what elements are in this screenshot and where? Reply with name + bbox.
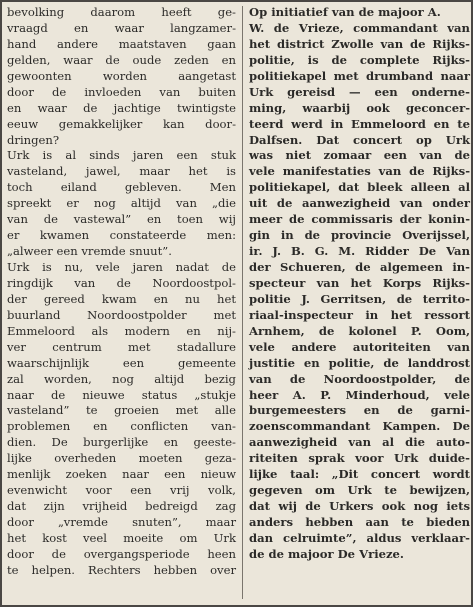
right-column-line: W. de Vrieze, commandant van: [249, 20, 470, 35]
left-column-line: dien. De burgerlijke en geeste-: [7, 435, 236, 450]
left-column-line: te helpen. Rechters hebben over: [7, 562, 237, 577]
right-column-line: Dalfsen. Dat concert op Urk: [249, 132, 471, 147]
right-column-line: van de Noordoostpolder, de: [249, 371, 470, 386]
left-column-line: hand andere maatstaven gaan: [7, 36, 237, 51]
left-column-line: toch eiland gebleven. Men: [7, 180, 236, 195]
right-column-line: politie J. Gerritsen, de territo-: [249, 291, 470, 306]
left-column-line: Urk is nu, vele jaren nadat de: [7, 260, 236, 274]
right-column-line: ir. J. B. G. M. Ridder De Van: [249, 244, 470, 259]
right-column-line: riteiten sprak voor Urk duide-: [249, 451, 470, 466]
left-column-line: problemen en conflicten van-: [7, 419, 236, 434]
right-column-line: der Schueren, de algemeen in-: [249, 260, 470, 274]
right-column-line: riaal-inspecteur in het ressort: [249, 307, 470, 322]
left-column-line: spreekt er nog altijd van „die: [7, 196, 236, 211]
left-column-line: door de overgangsperiode heen: [7, 546, 236, 561]
right-column-line: teerd werd in Emmeloord en te: [249, 116, 470, 131]
left-column-line: ver centrum met stadallure: [7, 339, 236, 354]
right-column-line: heer A. P. Minderhoud, vele: [249, 387, 470, 402]
left-column: [7, 5, 236, 579]
left-column-line: en waar de jachtige twintigste: [7, 100, 236, 115]
right-column-line: dan celruimte”, aldus verklaar-: [249, 530, 470, 545]
right-column-line: de de majoor De Vrieze.: [249, 546, 404, 561]
right-column-line: justitie en politie, de landdrost: [249, 355, 470, 370]
right-column-line: Op initiatief van de majoor A.: [249, 5, 441, 19]
left-column-line: Urk is al sinds jaren een stuk: [7, 148, 237, 163]
left-column-line: Emmeloord als modern en nij-: [7, 323, 236, 338]
left-column-line: het kost veel moeite om Urk: [7, 530, 236, 545]
right-column-line: het district Zwolle van de Rijks-: [249, 36, 470, 51]
left-column-line: buurland Noordoostpolder met: [7, 307, 236, 322]
right-column-line: lijke taal: „Dit concert wordt: [249, 467, 470, 482]
left-column-line: zal worden, nog altijd bezig: [7, 371, 236, 386]
left-column-line: naar de nieuwe status „stukje: [7, 387, 236, 402]
right-column-line: gegeven om Urk te bewijzen,: [249, 483, 471, 498]
left-column-line: dat zijn vrijheid bedreigd zag: [7, 499, 237, 514]
right-column-line: meer de commissaris der konin-: [249, 212, 471, 227]
right-column-line: Urk gereisd — een onderne-: [249, 84, 470, 99]
left-column-line: „alweer een vremde snuut”.: [7, 244, 172, 259]
right-column-line: politiekapel met drumband naar: [249, 68, 471, 83]
left-column-line: waarschijnlijk een gemeente: [7, 355, 236, 370]
right-column-line: vele andere autoriteiten van: [249, 339, 470, 354]
left-column-line: dringen?: [7, 132, 60, 147]
column-divider: [242, 6, 243, 599]
left-column-line: vraagd en waar langzamer-: [7, 20, 236, 35]
right-column-line: specteur van het Korps Rijks-: [249, 275, 470, 290]
left-column-line: lijke overheden moeten geza-: [7, 451, 236, 466]
right-column-line: vele manifestaties van de Rijks-: [249, 164, 470, 179]
left-column-line: menlijk zoeken naar een nieuw: [7, 467, 237, 482]
right-column-line: anders hebben aan te bieden: [249, 515, 471, 529]
left-column-line: vasteland” te groeien met alle: [7, 403, 236, 418]
left-column-line: door de invloeden van buiten: [7, 84, 237, 99]
right-column-line: burgemeesters en de garni-: [249, 403, 471, 418]
left-column-line: der gereed kwam en nu het: [7, 291, 236, 306]
right-column-line: dat wij de Urkers ook nog iets: [249, 499, 470, 514]
left-column-line: gelden, waar de oude zeden en: [7, 52, 237, 67]
left-column-line: van de vastewal” en toen wij: [7, 212, 237, 227]
right-column-line: politie, is de complete Rijks-: [249, 52, 470, 67]
left-column-line: bevolking daarom heeft ge-: [7, 5, 236, 19]
left-column-line: gewoonten worden aangetast: [7, 68, 236, 83]
right-column-line: was niet zomaar een van de: [249, 148, 470, 163]
left-column-line: vasteland, jawel, maar het is: [7, 164, 236, 179]
right-column-line: politiekapel, dat bleek alleen al: [249, 180, 471, 195]
left-column-line: ringdijk van de Noordoostpol-: [7, 275, 236, 290]
right-column-line: uit de aanwezigheid van onder: [249, 196, 470, 211]
left-column-line: eeuw gemakkelijker kan door-: [7, 116, 236, 131]
right-column-line: aanwezigheid van al die auto-: [249, 435, 470, 450]
left-column-line: door „vremde snuten”, maar: [7, 515, 236, 529]
right-column-line: gin in de provincie Overijssel,: [249, 228, 470, 243]
left-column-line: evenwicht voor een vrij volk,: [7, 483, 236, 498]
right-column: [249, 5, 470, 563]
right-column-line: zoenscommandant Kampen. De: [249, 419, 470, 434]
right-column-line: Arnhem, de kolonel P. Oom,: [249, 323, 470, 338]
left-column-line: er kwamen constateerde men:: [7, 228, 236, 243]
right-column-line: ming, waarbij ook geconcer-: [249, 100, 471, 115]
